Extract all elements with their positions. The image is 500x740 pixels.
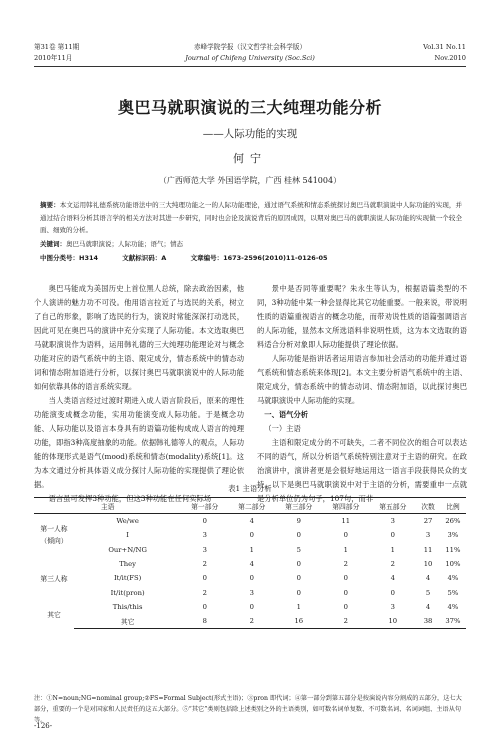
table-cell: 0 — [343, 588, 348, 597]
row-label: They — [119, 560, 136, 569]
table-cell: 16 — [275, 614, 322, 629]
keywords — [40, 238, 462, 250]
table-cell: 11% — [445, 545, 461, 554]
volume-issue-en: Vol.31 No.11 — [423, 43, 466, 51]
abstract — [40, 199, 462, 237]
issue-date-en: Nov.2010 — [434, 54, 466, 62]
table-cell: 1 — [249, 545, 254, 554]
body-paragraph: 景中是否同等重要呢？朱永生等认为，根据语篇类型的不同，3种功能中某一种会显得比其它功能重要。一般来说，带说明性质的语篇重视语言的概念功能，而带劝说性质的语篇强调语言的人际功能，显然本文所选语料非说明性质，这为本文选取的语料适合分析对象即人际功能提供了理论依据。 — [257, 284, 467, 349]
table-cell: 0 — [343, 531, 348, 540]
table-cell: 0 — [390, 531, 395, 540]
table-cell: 0 — [343, 602, 348, 611]
table-cell: 0 — [390, 588, 395, 597]
table-cell: 26% — [445, 517, 461, 526]
article-title: 奥巴马就职演说的三大纯理功能分析 — [117, 98, 382, 117]
table-cell: 11 — [423, 545, 433, 554]
table-cell: 1 — [390, 545, 395, 554]
table-note: 注：①N=noun;NG=nominal group;②FS=Formal Subject(形式主语)；③pron 即代词；④第一部分到第五部分是按演说内容分割成的五部分，这七大部分，重要的一个是对国家和人民责任的这五大部分。⑤“其它”类则包括除上述类别之外的主语类别，如可数名词单复数、不可数名词、名词词组、主语从句等。 — [34, 695, 462, 724]
table-row — [34, 514, 466, 529]
table-cell: 2 — [343, 560, 348, 569]
abstract-label: 摘要： — [40, 201, 60, 209]
table-cell: 11 — [341, 517, 351, 526]
table-cell: 4 — [249, 560, 254, 569]
page-number: -126- — [34, 722, 53, 730]
header-part-2: 第二部分 — [228, 498, 275, 514]
table-row — [34, 528, 466, 542]
table-row — [34, 585, 466, 599]
table-cell: 4 — [390, 574, 395, 583]
table-row — [34, 571, 466, 585]
table-cell: 0 — [249, 602, 254, 611]
table-cell: 2 — [390, 560, 395, 569]
table-cell: 9 — [296, 517, 301, 526]
table-row — [34, 543, 466, 557]
article-subtitle: ——人际功能的实现 — [202, 128, 298, 140]
table-cell: 3 — [249, 588, 254, 597]
table-cell: 0 — [343, 574, 348, 583]
table-cell: 5 — [425, 588, 431, 597]
table-cell: 5 — [296, 545, 301, 554]
abstract-text: 本文运用韩礼德系统功能语法中的三大纯理功能之一的人际功能理论，通过语气系统和情态系统探讨奥巴马就职演说中人际功能的实现，并通过结合语料分析其语言学的相关方法对其进一步研究，同时也会论及演说背后的原因成因，以期对奥巴马的就职演说人际功能的实现做一个较全面、细致的分析。 — [40, 201, 463, 234]
table-cell: 1 — [296, 602, 301, 611]
group-first-person: 第一人称（倾向） — [40, 525, 68, 546]
table-cell: 2 — [202, 588, 207, 597]
body-paragraph: 主语和限定成分的不可缺失，二者不同位次的组合可以表达不同的语气，所以分析语气系统特别注意对于主语的研究。在政治演讲中，演讲者更是会很好地运用这一语言手段获得民众的支持。以下是奥巴马就职演说中对于主语的分析，需要重申一点就是分析单位仍为句子，107句，而非 — [257, 438, 467, 503]
author-affiliation: （广西师范大学 外国语学院，广西 桂林 541004） — [158, 176, 342, 185]
table-cell: 0 — [202, 574, 207, 583]
body-column-left — [34, 282, 244, 506]
row-label: Our+N/NG — [108, 545, 147, 554]
table-cell: 2 — [322, 614, 369, 629]
row-label: It/it(pron) — [110, 588, 145, 597]
clc-number: 中图分类号：H314 — [40, 254, 99, 262]
subsection-heading: （一）主语 — [264, 424, 301, 433]
table-cell: 3 — [202, 531, 207, 540]
table-cell: 3 — [390, 517, 395, 526]
table-cell: 0 — [296, 560, 301, 569]
table-cell: 0 — [249, 531, 254, 540]
header-part-1: 第一部分 — [181, 498, 228, 514]
body-paragraph: 语言虽可发挥3种功能，但这3种功能在任何实际场 — [48, 494, 212, 503]
row-label: We/we — [116, 517, 139, 526]
body-paragraph: 当人类语言经过过渡时期进入成人语言阶段后，原来的理性功能演变成概念功能，实用功能演变成人际功能。于是概念功能、人际功能以及语言本身具有的语篇功能构成成人语言的纯理功能，即指3种高度抽象的功能。依据韩礼德等人的观点，人际功能的体现形式是语气(mood)系统和情态(modality)系统[1]。这为本文通过分析具体语义成分探讨人际功能的实现提供了理论依据。 — [34, 396, 244, 489]
header-count: 次数 — [416, 498, 440, 514]
group-other: 其它 — [47, 611, 61, 620]
classification-info — [40, 252, 462, 264]
table-cell: 5% — [447, 588, 459, 597]
group-third-person: 第三人称 — [40, 575, 68, 584]
table-header-row — [34, 498, 466, 514]
table — [34, 497, 466, 629]
volume-issue: 第31卷 第11期 — [34, 43, 80, 51]
table-caption: 表1 主语分析 — [228, 484, 272, 493]
table-cell: 3 — [390, 602, 395, 611]
table-cell: 3 — [425, 531, 431, 540]
table-cell: 0 — [202, 517, 207, 526]
table-cell: 8 — [181, 614, 228, 629]
row-label: This/this — [112, 602, 143, 611]
table-row — [34, 600, 466, 614]
article-number: 文章编号：1673-2596(2010)11-0126-05 — [190, 254, 328, 262]
table-cell: 10% — [445, 560, 461, 569]
header-subject: 主语 — [34, 498, 181, 514]
issue-date: 2010年11月 — [34, 54, 73, 62]
table-cell: 10 — [423, 560, 433, 569]
row-label: 其它 — [74, 614, 181, 629]
running-header — [34, 42, 466, 67]
journal-title-cn: 赤峰学院学报（汉文哲学社会科学版） — [193, 43, 307, 51]
table-cell: 4% — [447, 574, 459, 583]
table-cell: 38 — [416, 614, 440, 629]
table-cell: 3% — [447, 531, 459, 540]
header-part-4: 第四部分 — [322, 498, 369, 514]
table-cell: 2 — [202, 560, 207, 569]
header-part-3: 第三部分 — [275, 498, 322, 514]
keywords-label: 关键词： — [40, 240, 66, 248]
table-cell: 0 — [296, 531, 301, 540]
keywords-text: 奥巴马就职演说；人际功能；语气；情态 — [66, 240, 183, 248]
author-name: 何宁 — [233, 152, 267, 165]
subject-analysis-table — [34, 483, 466, 629]
body-paragraph: 奥巴马能成为美国历史上首位黑人总统，除去政治因素，他个人演讲的魅力功不可没。他用语言拉近了与选民的关系，树立了自己的形象，影响了选民的行为，演说时常能深深打动选民，因此可见在奥巴马的演讲中充分实现了人际功能。本文选取奥巴马就职演说作为语料，运用韩礼德的三大纯理功能理论对与概念功能对应的语气系统中的主语、限定成分，情态系统中的情态动词和情态附加语进行分析，以探讨奥巴马就职演说中的人际功能如何依靠具体的语言系统实现。 — [34, 284, 244, 391]
table-cell: 0 — [296, 588, 301, 597]
journal-title-en: Journal of Chifeng University (Soc.Sci) — [185, 54, 315, 62]
table-cell: 1 — [343, 545, 348, 554]
table-cell: 2 — [228, 614, 275, 629]
table-cell: 4 — [249, 517, 254, 526]
table-row — [34, 557, 466, 571]
table-cell: 4 — [425, 602, 431, 611]
row-label: It/it(FS) — [113, 574, 142, 583]
table-cell: 4% — [447, 602, 459, 611]
body-column-right — [257, 282, 467, 506]
table-cell: 3 — [202, 545, 207, 554]
body-paragraph: 人际功能是指讲话者运用语言参加社会活动的功能并通过语气系统和情态系统来体现[2]。本文主要分析语气系统中的主语、限定成分，情态系统中的情态动词、情态附加语，以此探讨奥巴马就职演说中人际功能的实现。 — [257, 354, 467, 405]
row-label: I — [126, 531, 129, 540]
section-heading: 一、语气分析 — [264, 410, 309, 419]
table-row — [34, 614, 466, 629]
header-part-5: 第五部分 — [369, 498, 416, 514]
table-cell: 27 — [423, 517, 433, 526]
table-cell: 0 — [249, 574, 254, 583]
table-cell: 0 — [296, 574, 301, 583]
table-cell: 4 — [425, 574, 431, 583]
table-cell: 0 — [202, 602, 207, 611]
table-cell: 37% — [440, 614, 466, 629]
header-ratio: 比例 — [440, 498, 466, 514]
document-code: 文献标识码：A — [122, 254, 167, 262]
table-cell: 10 — [369, 614, 416, 629]
